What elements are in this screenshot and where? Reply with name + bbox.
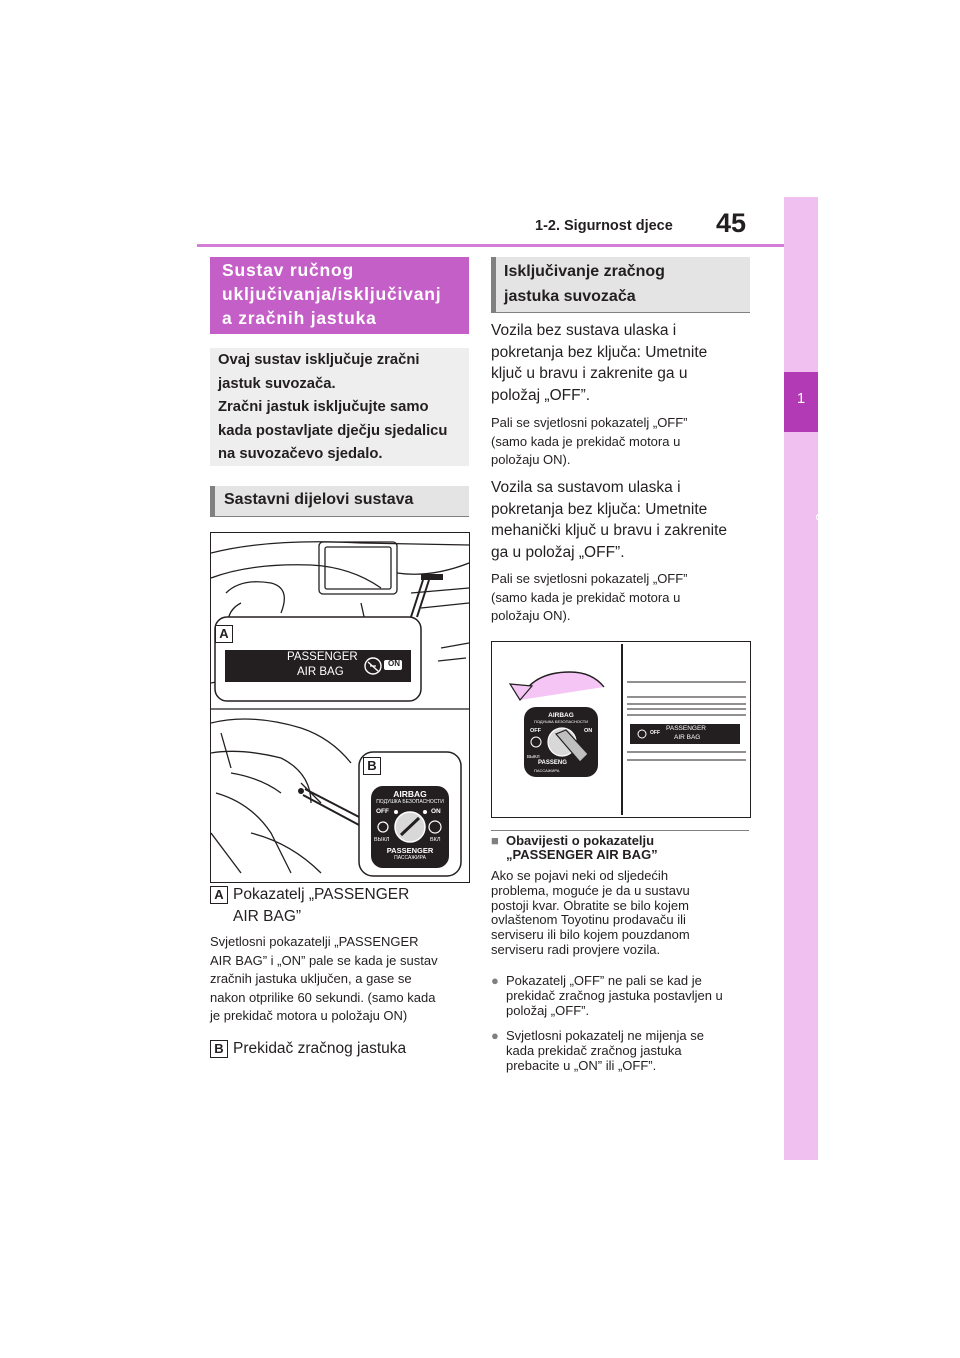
info-title (506, 834, 756, 862)
para-no-smart-key-note (491, 414, 761, 470)
bullet-line: prekidač zračnog jastuka postavljen u (506, 987, 723, 1003)
switch-off-label: OFF (530, 728, 541, 734)
warning-text (218, 349, 466, 467)
note-line: položaju ON). (491, 608, 571, 623)
heading-line: jastuka suvozača (504, 288, 636, 305)
warning-line: Ovaj sustav isključuje zračni (218, 352, 420, 368)
off-position-dot (394, 810, 398, 814)
main-heading (222, 258, 467, 330)
para-line: pokretanja bez ključa: Umetnite (491, 343, 708, 361)
para-line: ključ u bravu i zakrenite ga u (491, 365, 688, 382)
info-body-line: Ako se pojavi neki od sljedećih (491, 868, 669, 883)
chapter-number: 1 (796, 390, 806, 407)
indicator-location-mark (421, 574, 443, 580)
para-line: položaj „OFF”. (491, 386, 591, 404)
bullet-line: Pokazatelj „OFF” ne pali se kad je (506, 973, 702, 988)
info-rule (491, 830, 749, 831)
callout-line-b2 (303, 795, 359, 825)
info-marker: ■ (491, 833, 499, 848)
warning-line: jastuk suvozača. (218, 375, 336, 392)
switch-passenger-ru-label: ПАССАЖИРА (534, 768, 560, 773)
para-no-smart-key (491, 320, 761, 406)
bullet-line: prebacite u „ON” ili „OFF”. (506, 1057, 657, 1073)
info-title-line: „PASSENGER AIR BAG” (506, 847, 658, 862)
warning-line: kada postavljate dječju sjedalicu (218, 422, 448, 439)
note-line: položaju ON). (491, 452, 571, 467)
indicator-passenger-text: PASSENGER (666, 725, 706, 732)
info-title-line: Obavijesti o pokazatelju (506, 833, 655, 848)
bullet-item (506, 974, 761, 1018)
main-heading-line: a zračnih jastuka (222, 308, 377, 328)
switch-title-ru: ПОДУШКА БЕЗОПАСНОСТИ (533, 719, 589, 724)
main-heading-line: Sustav ručnog (222, 260, 354, 280)
para-line: mehanički ključ u bravu i zakrenite (491, 522, 728, 539)
disable-airbag-heading (491, 257, 750, 313)
item-a-description (210, 933, 472, 1026)
note-line: (samo kada je prekidač motora u (491, 589, 681, 605)
item-a-label-line: AIR BAG” (233, 908, 302, 925)
note-line: Pali se svjetlosni pokazatelj „OFF” (491, 415, 688, 430)
callout-line-a2 (417, 580, 429, 617)
indicator-off-label: OFF (650, 730, 660, 736)
info-body-line: serviseru radi provjere vozila. (491, 941, 661, 957)
info-body-line: problema, moguće je da u sustavu (491, 882, 690, 898)
callout-a-badge: A (215, 625, 233, 643)
dashboard-figure (210, 532, 470, 883)
dashboard-illustration (211, 533, 469, 882)
header-rule (197, 244, 784, 247)
item-a-desc-line: Svjetlosni pokazatelji „PASSENGER (210, 934, 419, 949)
switch-passenger-label: PASSENGER (386, 846, 434, 855)
indicator-text-airbag: AIR BAG (297, 666, 344, 678)
item-b-label: Prekidač zračnog jastuka (233, 1040, 407, 1057)
callout-b-badge: B (363, 757, 381, 775)
note-line: (samo kada je prekidač motora u (491, 433, 681, 449)
info-body-line: serviseru ili bilo kojem pouzdanom (491, 927, 690, 943)
bullet-line: kada prekidač zračnog jastuka (506, 1042, 682, 1058)
bullet-marker: ● (491, 973, 499, 988)
chapter-side-tab (784, 197, 818, 1160)
section-title: 1-2. Sigurnost djece (535, 218, 673, 234)
item-a-desc-line: je prekidač motora u položaju ON) (210, 1008, 408, 1023)
on-position-dot (423, 810, 427, 814)
switch-title: AIRBAG (548, 712, 574, 719)
main-heading-line: uključivanja/isključivanj (222, 284, 442, 304)
switch-off-label: OFF (376, 808, 389, 815)
item-a-desc-line: AIR BAG” i „ON” pale se kada je sustav (210, 952, 438, 968)
disable-airbag-heading-text (504, 259, 744, 309)
callout-line-b (305, 789, 361, 818)
interior-sketch (211, 719, 351, 873)
switch-location-mark (298, 788, 304, 794)
switch-title-ru: ПОДУШКА БЕЗОПАСНОСТИ (376, 799, 444, 805)
switch-title: AIRBAG (393, 789, 427, 799)
components-heading-text: Sastavni dijelovi sustava (224, 491, 414, 508)
components-heading (210, 486, 469, 517)
switch-off-figure (491, 641, 751, 818)
para-smart-key-note (491, 570, 761, 626)
indicator-on-label: ON (388, 659, 400, 668)
bullet-marker: ● (491, 1028, 499, 1043)
indicator-airbag-text: AIR BAG (674, 734, 701, 741)
item-a-desc-line: nakon otprilike 60 sekundi. (samo kada (210, 989, 436, 1005)
bullet-line: položaj „OFF”. (506, 1002, 590, 1018)
info-body-line: postoji kvar. Obratite se bilo kojem (491, 897, 689, 913)
item-a-badge: A (210, 886, 228, 904)
switch-on-label: ON (584, 728, 593, 734)
item-a-label (233, 884, 409, 928)
item-b-badge: B (210, 1040, 228, 1058)
switch-passenger-label: PASSENG (538, 760, 567, 766)
info-body-line: ovlaštenom Toyotinu prodavaču ili (491, 912, 686, 928)
bullet-line: Svjetlosni pokazatelj ne mijenja se (506, 1028, 704, 1043)
switch-on-ru-label: ВКЛ (430, 837, 441, 843)
chapter-title: Za sigurnost i zaštitu (816, 481, 832, 617)
warning-line: na suvozačevo sjedalo. (218, 446, 383, 462)
bullet-item (506, 1029, 761, 1073)
callout-line-a (411, 580, 423, 617)
item-a-desc-line: zračnih jastuka uključen, a gase se (210, 971, 412, 986)
para-smart-key (491, 477, 761, 563)
para-line: ga u položaj „OFF”. (491, 543, 625, 561)
para-line: pokretanja bez ključa: Umetnite (491, 500, 708, 518)
para-line: Vozila bez sustava ulaska i (491, 322, 677, 339)
dashboard-lines (627, 682, 746, 760)
note-line: Pali se svjetlosni pokazatelj „OFF” (491, 571, 688, 586)
para-line: Vozila sa sustavom ulaska i (491, 479, 681, 496)
item-a-label-line: Pokazatelj „PASSENGER (233, 886, 410, 903)
switch-on-label: ON (431, 808, 441, 815)
switch-off-ru-label: ВЫКЛ (374, 837, 390, 843)
warning-line: Zračni jastuk isključujte samo (218, 399, 429, 415)
heading-line: Isključivanje zračnog (504, 263, 665, 280)
indicator-text-passenger: PASSENGER (287, 651, 358, 663)
page-number: 45 (716, 208, 747, 238)
switch-off-ru-label: ВЫКЛ (527, 754, 540, 759)
info-body (491, 869, 756, 958)
switch-passenger-ru-label: ПАССАЖИРА (394, 855, 426, 861)
